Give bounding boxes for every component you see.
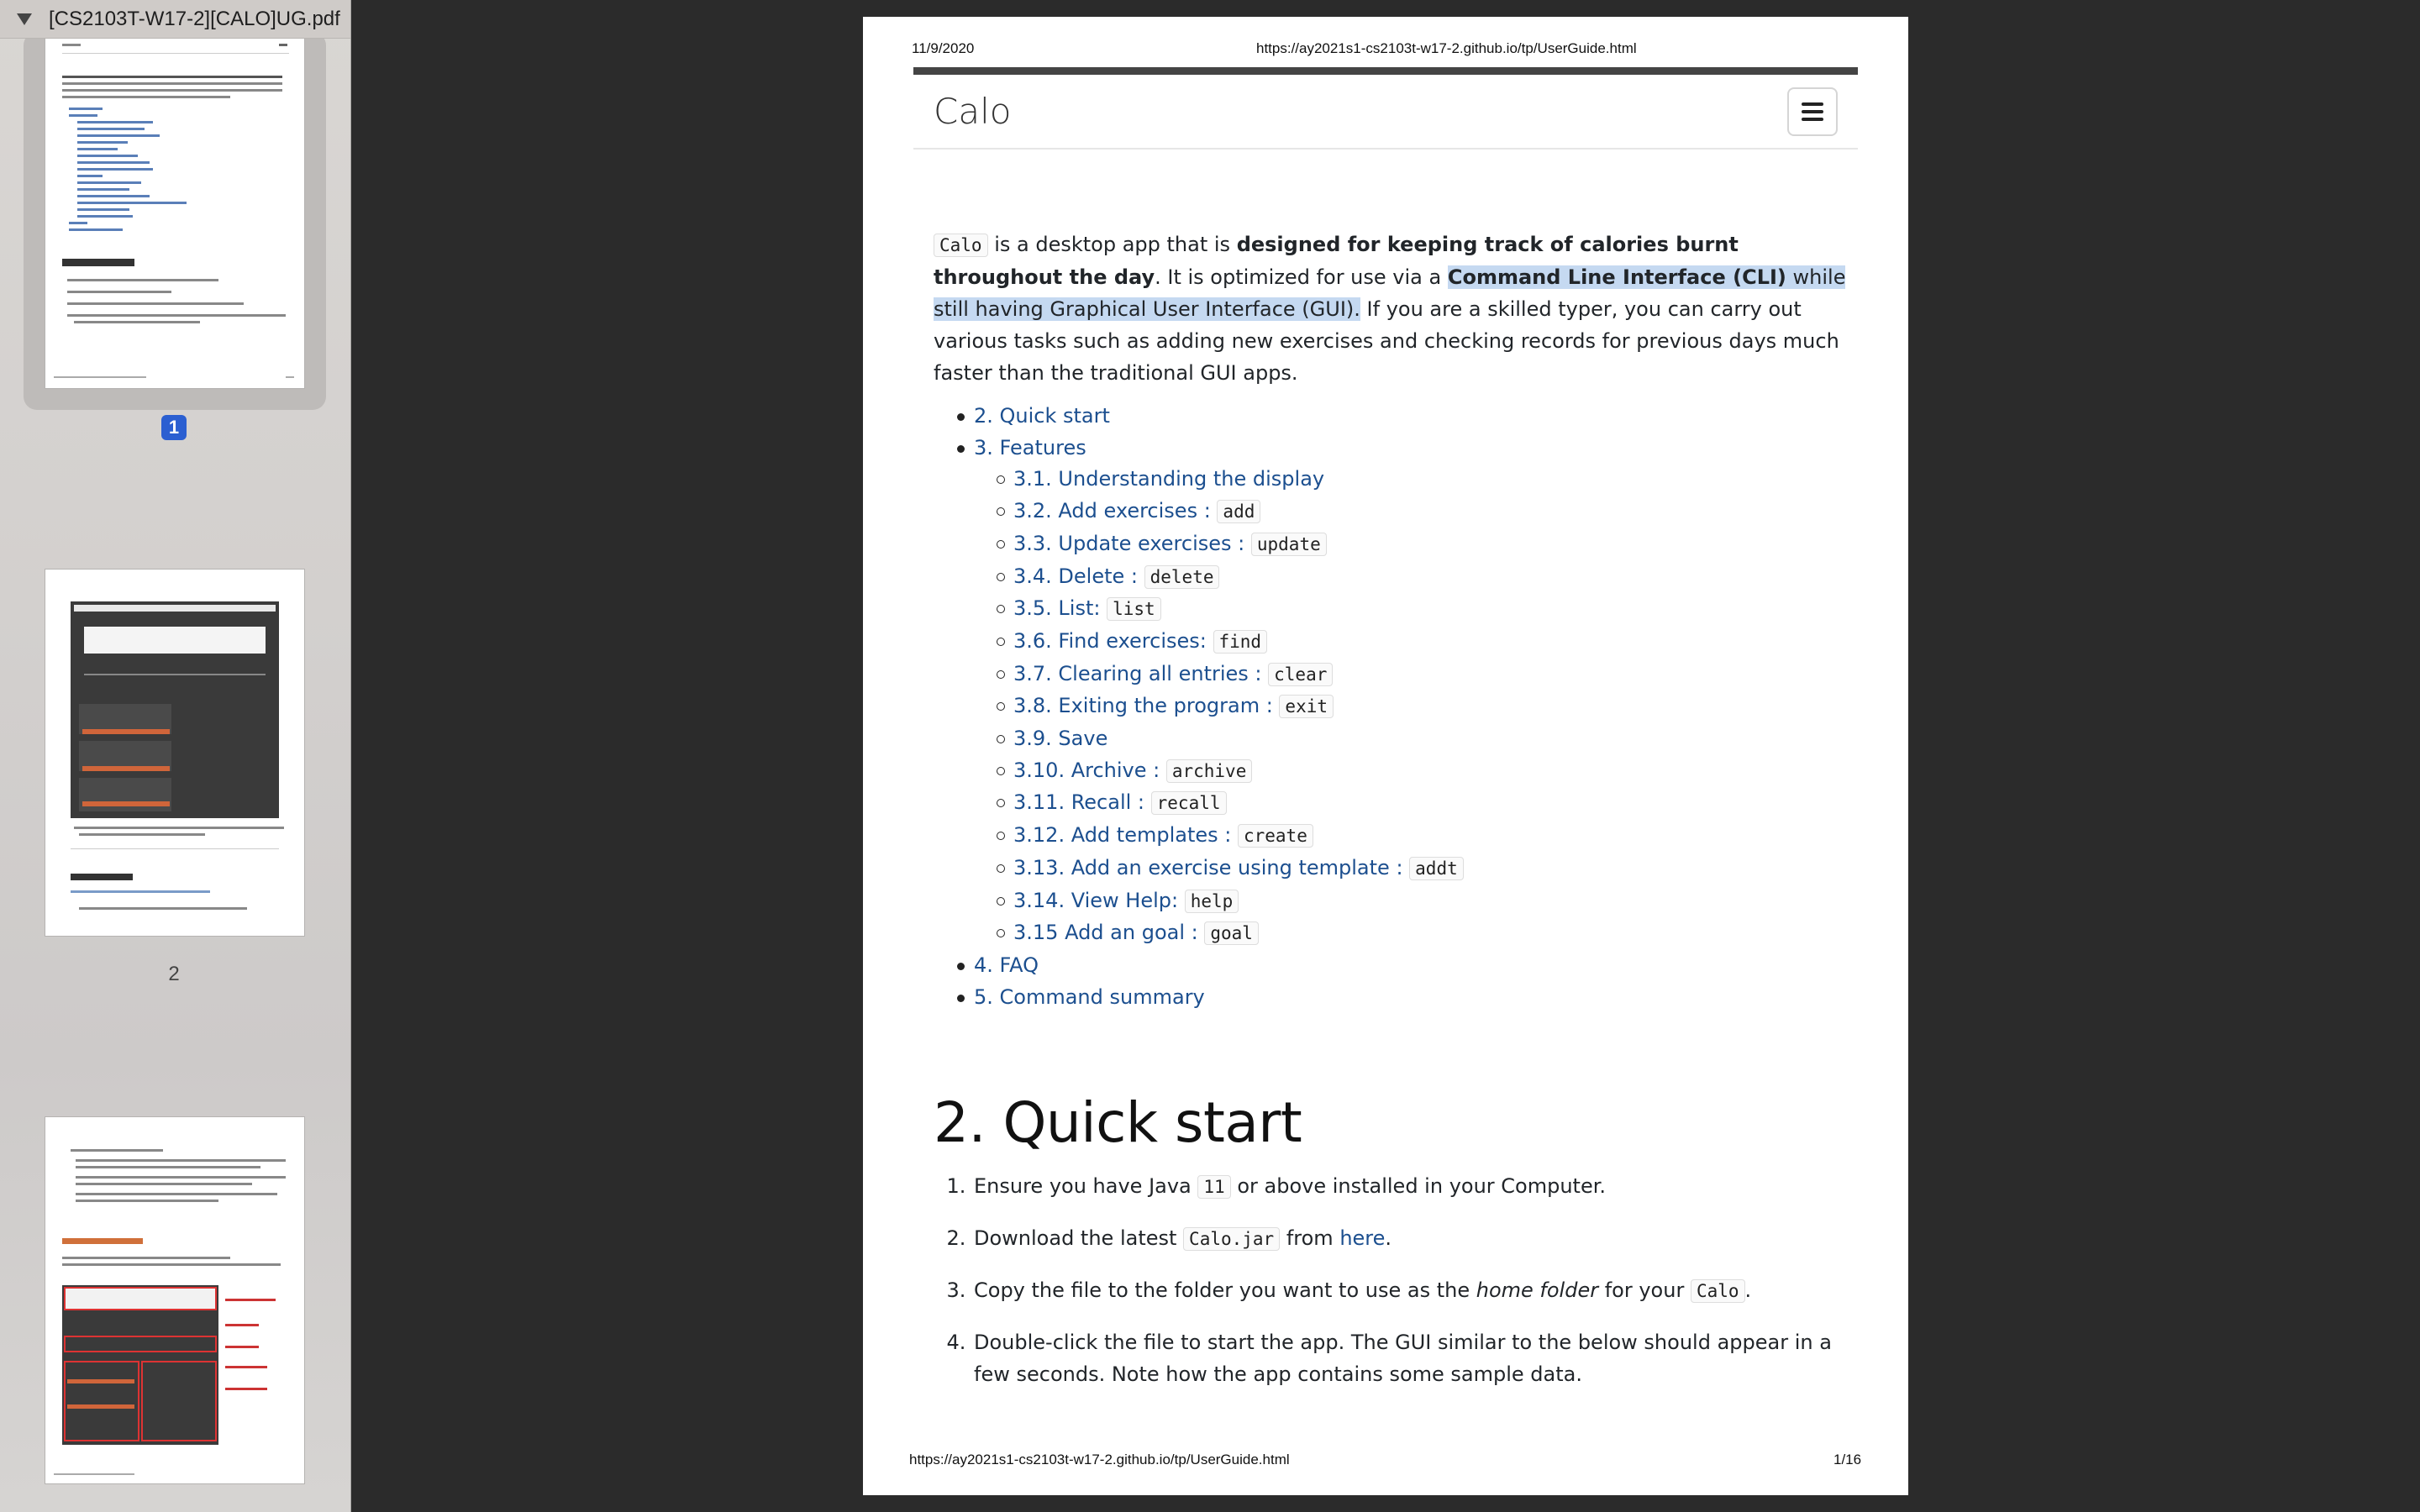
navbar-divider — [913, 148, 1858, 150]
toc-command-code: exit — [1279, 695, 1334, 718]
sidebar-header — [0, 0, 351, 39]
step-2-text-b: from — [1280, 1226, 1340, 1251]
print-footer-url: https://ay2021s1-cs2103t-w17-2.github.io/tp/UserGuide.html — [909, 1452, 1290, 1467]
header-rule — [913, 67, 1858, 75]
hamburger-menu-icon[interactable] — [1787, 87, 1838, 136]
toc-subitem — [974, 659, 1858, 691]
thumbnail-page-3[interactable] — [45, 1117, 304, 1483]
step-1-code: 11 — [1197, 1175, 1230, 1199]
step-2-code: Calo.jar — [1183, 1227, 1280, 1251]
intro-highlight-gui: while still having Graphical User Interface (GUI). — [934, 265, 1846, 321]
toc-subitem — [974, 755, 1858, 788]
toc-command-code: addt — [1409, 857, 1464, 880]
toc-sublink[interactable]: 3.11. Recall : — [1013, 790, 1151, 815]
intro-text-4: If you are a skilled typer, you can carry out various tasks such as adding new exercises and checking records for previous days much faster than the traditional GUI apps. — [934, 297, 1839, 385]
toc-sublink[interactable]: 3.8. Exiting the program : — [1013, 694, 1280, 718]
step-3-text-c: . — [1744, 1278, 1752, 1303]
toc-subitem — [974, 723, 1858, 755]
toc-sublink[interactable]: 3.14. View Help: — [1013, 888, 1185, 912]
toc-subitem — [974, 593, 1858, 626]
step-3-emphasis: home folder — [1476, 1278, 1599, 1303]
toc-sublink[interactable]: 3.15 Add an goal : — [1013, 921, 1205, 945]
toc-subitem — [974, 885, 1858, 918]
toc-item-faq — [934, 950, 1858, 982]
toc-subitem — [974, 787, 1858, 820]
toc-sublink[interactable]: 3.12. Add templates : — [1013, 823, 1238, 848]
toc-subitem — [974, 626, 1858, 659]
toc-command-code: goal — [1204, 921, 1259, 945]
toc-command-code: list — [1107, 597, 1161, 621]
collapse-triangle-icon[interactable] — [17, 13, 32, 25]
quick-start-heading: 2. Quick start — [934, 1090, 1302, 1156]
thumbnail-page-1[interactable] — [45, 25, 304, 388]
step-3-text-b: for your — [1598, 1278, 1691, 1303]
intro-bold-cli: Command Line Interface (CLI) — [1447, 265, 1786, 289]
thumbnail-sidebar — [0, 0, 351, 1512]
toc-subitem — [974, 820, 1858, 853]
step-1-text-a: Ensure you have Java — [974, 1174, 1198, 1199]
step-1-text-b: or above installed in your Computer. — [1230, 1174, 1607, 1199]
toc-link-command-summary[interactable]: 5. Command summary — [974, 984, 1205, 1009]
toc-command-code: add — [1217, 500, 1260, 523]
toc-sublink[interactable]: 3.13. Add an exercise using template : — [1013, 855, 1410, 879]
toc-features-sublist — [974, 464, 1858, 950]
toc-subitem — [974, 853, 1858, 885]
toc-subitem — [974, 561, 1858, 594]
download-here-link[interactable]: here — [1339, 1226, 1386, 1251]
toc-subitem — [974, 528, 1858, 561]
quick-start-steps — [972, 1170, 1858, 1390]
toc-command-code: update — [1251, 533, 1327, 556]
toc-command-code: help — [1185, 890, 1239, 913]
page-content — [934, 228, 1858, 1410]
toc-sublink[interactable]: 3.9. Save — [1013, 727, 1108, 751]
toc-item-command-summary — [934, 982, 1858, 1014]
print-header-url: https://ay2021s1-cs2103t-w17-2.github.io/tp/UserGuide.html — [1256, 40, 1637, 56]
intro-bold-1: designed for keeping track of calories burnt throughout the day — [934, 233, 1739, 289]
toc-sublink[interactable]: 3.10. Archive : — [1013, 758, 1166, 782]
toc-sublink[interactable]: 3.1. Understanding the display — [1013, 467, 1325, 491]
toc-link-faq[interactable]: 4. FAQ — [974, 953, 1039, 977]
intro-code-calo: Calo — [934, 234, 988, 257]
toc-command-code: find — [1213, 630, 1268, 654]
step-2-text-a: Download the latest — [974, 1226, 1184, 1251]
thumbnail-page-2[interactable] — [45, 570, 304, 936]
step-2-text-c: . — [1385, 1226, 1392, 1251]
toc-sublink[interactable]: 3.2. Add exercises : — [1013, 499, 1218, 523]
print-header-date: 11/9/2020 — [912, 40, 975, 56]
toc-command-code: recall — [1151, 791, 1227, 815]
step-3-code: Calo — [1691, 1279, 1745, 1303]
intro-text-2: . It is optimized for use via a — [1155, 265, 1448, 289]
page-number-2: 2 — [168, 963, 180, 985]
toc-item-quick-start — [934, 401, 1858, 433]
toc-item-features — [934, 433, 1858, 950]
toc-sublink[interactable]: 3.4. Delete : — [1013, 564, 1144, 588]
page-number-1: 1 — [161, 415, 187, 440]
toc-sublink[interactable]: 3.6. Find exercises: — [1013, 628, 1213, 653]
intro-text-1: is a desktop app that is — [987, 233, 1237, 256]
step-4-text: Double-click the file to start the app. The GUI similar to the below should appear in a few seconds. Note how the app contains some sample data. — [974, 1331, 1832, 1387]
toc-sublink[interactable]: 3.7. Clearing all entries : — [1013, 661, 1269, 685]
intro-paragraph — [934, 228, 1858, 389]
toc-command-code: delete — [1144, 565, 1220, 589]
toc-command-code: create — [1238, 824, 1313, 848]
toc-link-features[interactable]: 3. Features — [974, 435, 1086, 459]
toc-subitem — [974, 464, 1858, 496]
toc-subitem — [974, 496, 1858, 528]
toc-sublink[interactable]: 3.5. List: — [1013, 596, 1107, 621]
toc-sublink[interactable]: 3.3. Update exercises : — [1013, 531, 1251, 555]
toc-subitem — [974, 917, 1858, 950]
step-1 — [972, 1170, 1858, 1203]
step-3 — [972, 1274, 1858, 1307]
site-brand[interactable]: Calo — [934, 91, 1012, 132]
toc-command-code: archive — [1166, 759, 1253, 783]
file-name: [CS2103T-W17-2][CALO]UG.pdf — [49, 7, 340, 30]
toc-command-code: clear — [1268, 663, 1333, 686]
step-4 — [972, 1326, 1858, 1390]
pdf-page — [863, 17, 1908, 1495]
print-footer-page: 1/16 — [1833, 1452, 1862, 1467]
step-2 — [972, 1222, 1858, 1255]
step-3-text-a: Copy the file to the folder you want to use as the — [974, 1278, 1476, 1303]
table-of-contents — [934, 401, 1858, 1013]
toc-link-quick-start[interactable]: 2. Quick start — [974, 404, 1110, 428]
toc-subitem — [974, 690, 1858, 723]
